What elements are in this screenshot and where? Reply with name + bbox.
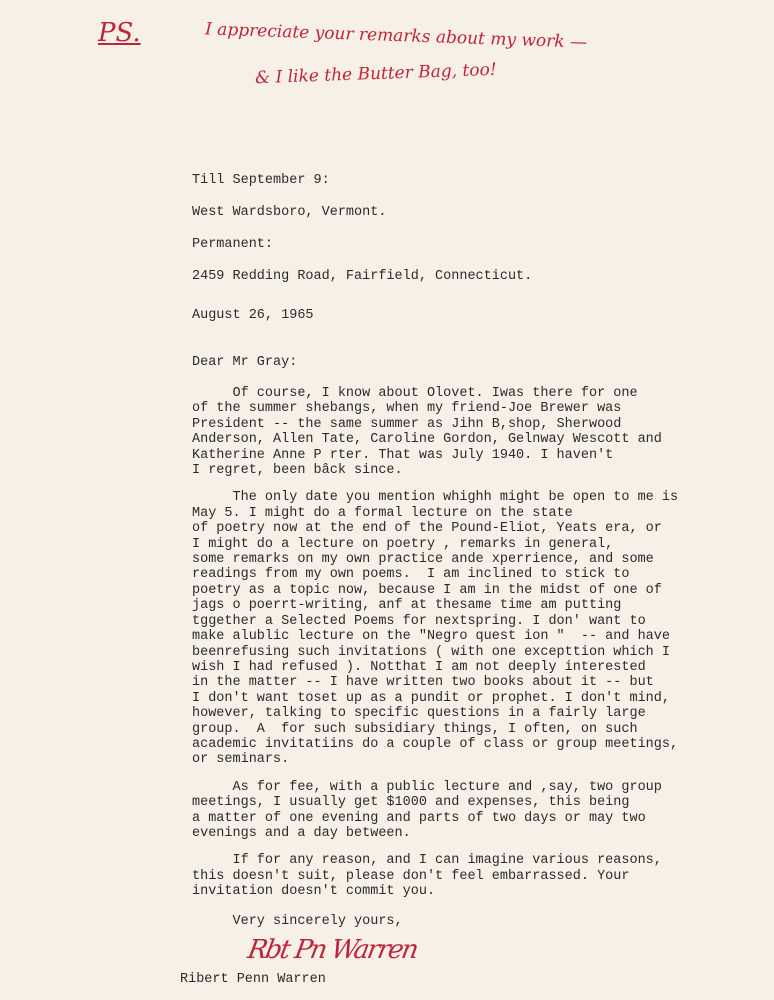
body-line: meetings, I usually get $1000 and expenses, this being [192, 795, 630, 811]
body-line: Of course, I know about Olovet. Iwas there for one [192, 386, 638, 401]
ps-label: PS. [98, 18, 141, 48]
body-line: make alublic lecture on the "Negro quest ion " -- and have [192, 629, 670, 645]
ps-line-2: & I like the Butter Bag, too! [254, 59, 497, 89]
permanent-address: 2459 Redding Road, Fairfield, Connecticut. [192, 269, 533, 284]
body-line: The only date you mention whighh might be open to me is [192, 490, 679, 506]
body-line: in the matter -- I have written two books about it -- but [192, 675, 654, 691]
paragraph [192, 490, 678, 767]
signature: Rbt Pn Warren [245, 935, 420, 965]
body-line: I regret, been bâck since. [192, 463, 403, 479]
summer-address: West Wardsboro, Vermont. [192, 205, 387, 220]
body-line: this doesn't suit, please don't feel embarrassed. Your [192, 868, 630, 884]
paragraph [192, 780, 678, 842]
body-line: jags o poerrt-writing, anf at thesame time am putting [192, 598, 622, 614]
body-line: invitation doesn't commit you. [192, 884, 436, 900]
body-line: President -- the same summer as Jihn B,shop, Sherwood [192, 416, 622, 432]
body-line: I might do a lecture on poetry , remarks in general, [192, 536, 614, 552]
body-line: academic invitatiins do a couple of class or group meetings, [192, 736, 679, 752]
body-line: of poetry now at the end of the Pound-Eliot, Yeats era, or [192, 521, 662, 537]
letter-body [192, 386, 678, 900]
body-line: wish I had refused ). Notthat I am not deeply interested [192, 659, 646, 675]
body-line: a matter of one evening and parts of two days or may two [192, 810, 646, 826]
permanent-label: Permanent: [192, 237, 274, 252]
body-line: I don't want toset up as a pundit or prophet. I don't mind, [192, 690, 670, 706]
salutation: Dear Mr Gray: [192, 355, 298, 370]
letter-header [192, 172, 532, 371]
body-line: or seminars. [192, 752, 290, 768]
body-line: Katherine Anne P rter. That was July 1940. I haven't [192, 447, 614, 463]
body-line: beenrefusing such invitations ( with one excepttion which I [192, 644, 670, 660]
letter-date: August 26, 1965 [192, 308, 314, 323]
body-line: group. A for such subsidiary things, I often, on such [192, 721, 638, 737]
body-line: Anderson, Allen Tate, Caroline Gordon, Gelnway Wescott and [192, 432, 662, 448]
body-line: May 5. I might do a formal lecture on the state [192, 505, 573, 521]
body-line: evenings and a day between. [192, 825, 411, 841]
closing: Very sincerely yours, [192, 914, 403, 929]
typed-name: Ribert Penn Warren [180, 972, 326, 987]
body-line: however, talking to specific questions in a fairly large [192, 706, 646, 722]
body-line: readings from my own poems. I am inclined to stick to [192, 567, 630, 583]
typed-name-block [180, 972, 326, 987]
paragraph [192, 386, 678, 478]
body-line: some remarks on my own practice ande xperrience, and some [192, 552, 654, 568]
ps-line-1: I appreciate your remarks about my work — [204, 19, 588, 53]
till-label: Till September 9: [192, 173, 330, 188]
body-line: of the summer shebangs, when my friend-Joe Brewer was [192, 401, 622, 417]
paragraph [192, 853, 678, 899]
body-line: poetry as a topic now, because I am in the midst of one of [192, 582, 662, 598]
body-line: tggether a Selected Poems for nextspring. I don' want to [192, 613, 646, 629]
closing-block [192, 914, 403, 929]
body-line: As for fee, with a public lecture and ,say, two group [192, 779, 662, 795]
body-line: If for any reason, and I can imagine various reasons, [192, 853, 662, 869]
